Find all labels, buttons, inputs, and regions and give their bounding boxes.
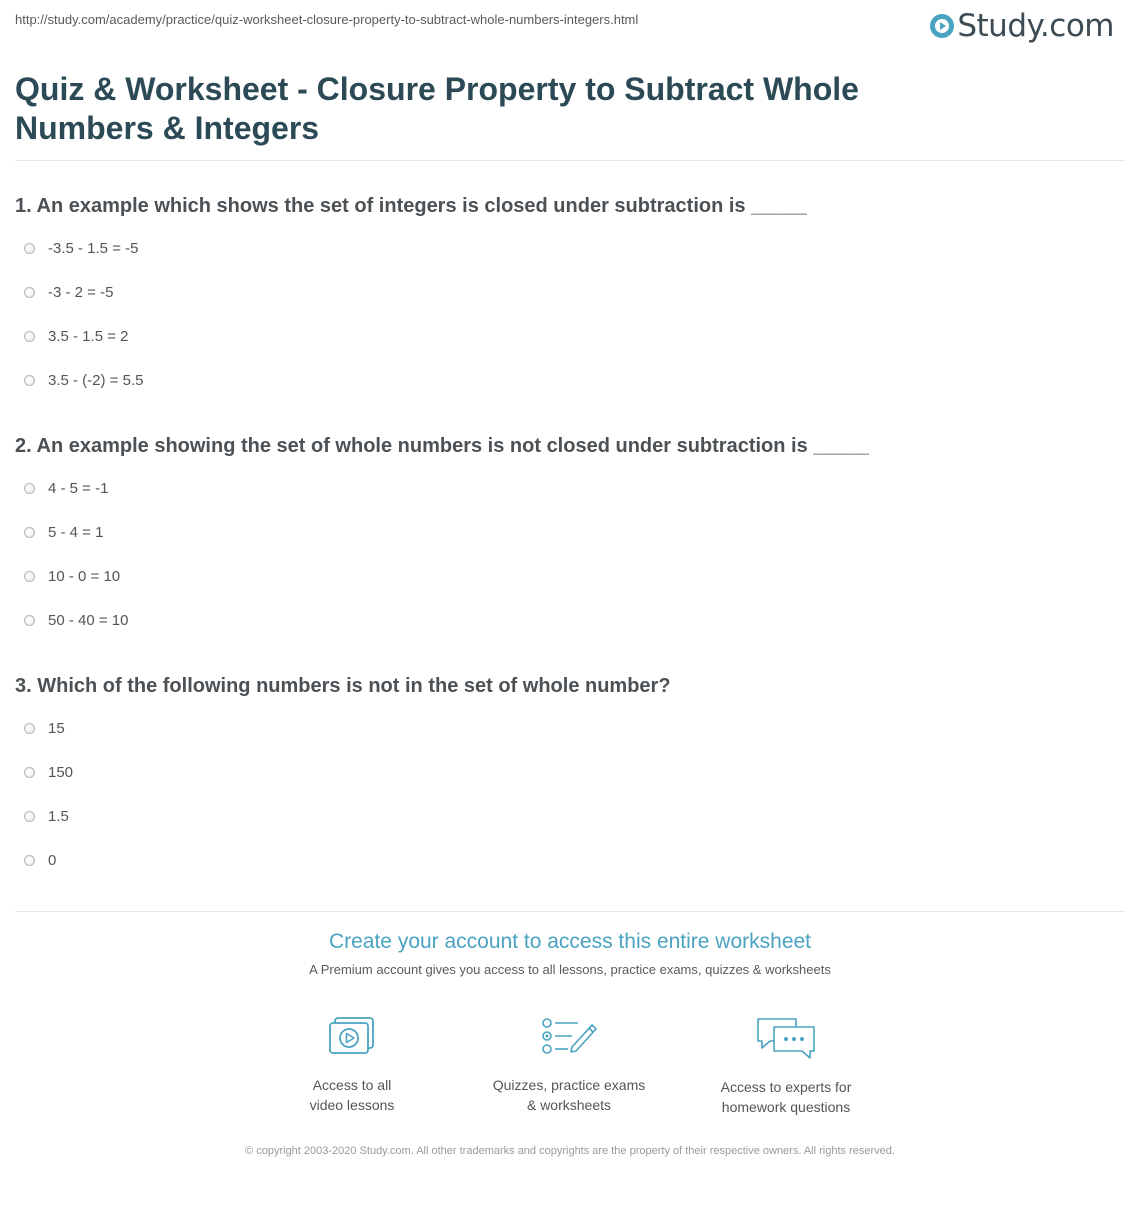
radio-button[interactable] <box>24 243 35 254</box>
answer-option[interactable] <box>15 466 1125 510</box>
copyright-footer: © copyright 2003-2020 Study.com. All other trademarks and copyrights are the property of their respective owners. All rights reserved. <box>245 1145 895 1157</box>
video-lessons-icon <box>326 1015 378 1059</box>
answer-option[interactable] <box>15 314 1125 358</box>
answer-label: 10 - 0 = 10 <box>48 567 121 585</box>
answer-option[interactable] <box>15 270 1125 314</box>
question-3 <box>15 674 1125 882</box>
question-text: 2. An example showing the set of whole numbers is not closed under subtraction is _____ <box>15 435 869 457</box>
top-bar <box>0 0 1140 60</box>
answer-label: 15 <box>48 719 65 737</box>
question-1 <box>15 194 1125 402</box>
feature-quizzes <box>469 1015 669 1115</box>
answer-option[interactable] <box>15 838 1125 882</box>
radio-button[interactable] <box>24 615 35 626</box>
logo-text: Study.com <box>957 8 1114 44</box>
premium-cta <box>0 930 1140 977</box>
feature-label: Access to all video lessons <box>309 1077 395 1113</box>
title-divider <box>15 160 1125 161</box>
radio-button[interactable] <box>24 571 35 582</box>
answer-label: 5 - 4 = 1 <box>48 523 104 541</box>
page-url: http://study.com/academy/practice/quiz-worksheet-closure-property-to-subtract-whole-numbers-integers.html <box>15 12 639 27</box>
answer-label: 1.5 <box>48 807 69 825</box>
answer-options <box>15 226 1125 402</box>
answer-option[interactable] <box>15 706 1125 750</box>
radio-button[interactable] <box>24 331 35 342</box>
radio-button[interactable] <box>24 527 35 538</box>
quiz-list-icon <box>540 1015 598 1059</box>
radio-button[interactable] <box>24 287 35 298</box>
answer-label: 0 <box>48 851 57 869</box>
answer-option[interactable] <box>15 794 1125 838</box>
answer-options <box>15 466 1125 642</box>
cta-subtitle: A Premium account gives you access to all lessons, practice exams, quizzes & worksheets <box>309 962 831 977</box>
question-2 <box>15 434 1125 642</box>
answer-options <box>15 706 1125 882</box>
answer-option[interactable] <box>15 358 1125 402</box>
answer-label: 4 - 5 = -1 <box>48 479 109 497</box>
radio-button[interactable] <box>24 767 35 778</box>
answer-option[interactable] <box>15 554 1125 598</box>
answer-label: 50 - 40 = 10 <box>48 611 129 629</box>
answer-label: -3 - 2 = -5 <box>48 283 114 301</box>
radio-button[interactable] <box>24 855 35 866</box>
answer-option[interactable] <box>15 510 1125 554</box>
study-logo[interactable] <box>929 8 1114 44</box>
question-text: 1. An example which shows the set of integers is closed under subtraction is _____ <box>15 195 807 217</box>
play-circle-icon <box>929 13 955 39</box>
page-title: Quiz & Worksheet - Closure Property to Subtract Whole Numbers & Integers <box>15 71 859 146</box>
answer-label: -3.5 - 1.5 = -5 <box>48 239 139 257</box>
question-text: 3. Which of the following numbers is not in the set of whole number? <box>15 675 671 697</box>
feature-label: Access to experts for homework questions <box>720 1079 852 1115</box>
section-divider <box>15 911 1125 912</box>
radio-button[interactable] <box>24 723 35 734</box>
answer-label: 3.5 - (-2) = 5.5 <box>48 371 144 389</box>
feature-label: Quizzes, practice exams & worksheets <box>492 1077 646 1113</box>
feature-video-lessons <box>252 1015 452 1115</box>
radio-button[interactable] <box>24 375 35 386</box>
feature-experts <box>686 1015 886 1117</box>
answer-option[interactable] <box>15 750 1125 794</box>
answer-label: 3.5 - 1.5 = 2 <box>48 327 129 345</box>
radio-button[interactable] <box>24 483 35 494</box>
cta-title-link[interactable]: Create your account to access this entire worksheet <box>328 930 812 953</box>
answer-option[interactable] <box>15 598 1125 642</box>
chat-bubbles-icon <box>754 1015 818 1061</box>
radio-button[interactable] <box>24 811 35 822</box>
answer-label: 150 <box>48 763 74 781</box>
answer-option[interactable] <box>15 226 1125 270</box>
